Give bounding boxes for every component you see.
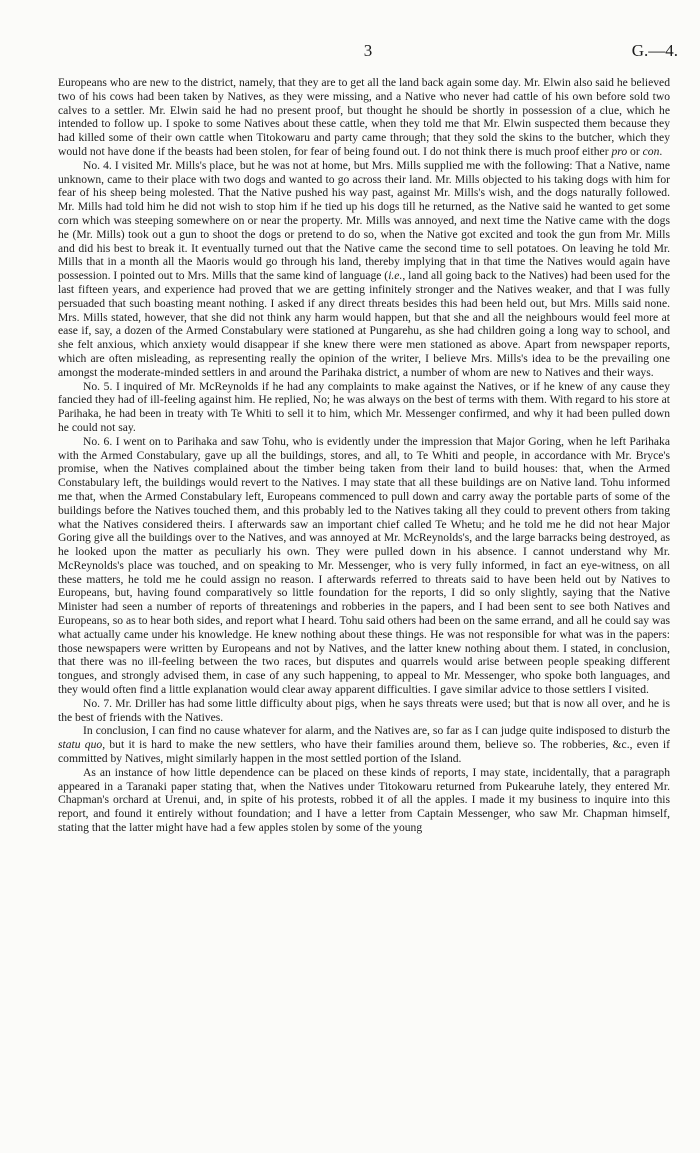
text-run: , but it is hard to make the new settlers, who have their families around them, believe so. The robberies, &c., even if committed by Natives, might similarly happen in the most settled portion of the Island. bbox=[58, 738, 670, 766]
paragraph-no-5 bbox=[58, 380, 670, 435]
text-run: No. 4. I visited Mr. Mills's place, but he was not at home, but Mrs. Mills supplied me with the following: That a Native, name unknown, came to their place with two dogs and wanted to go across their land. Mr. Mills objected to his taking dogs with him for fear of his sheep being molested. That the Native pushed his way past, against Mr. Mills's wish, and the dogs naturally followed. Mr. Mills had told him he did not wish to stop him if he tied up his dogs till he returned, as the Native said he wanted to get some corn which was steeping somewhere on or near the property. Mr. Mills was annoyed, and next time the Native came with the dogs he (Mr. Mills) took out a gun to shoot the dogs or pretend to do so, when the Native got excited and took the gun from Mr. Mills and did his best to break it. It eventually turned out that the Native came the second time to sell potatoes. On leaving he told Mr. Mills that in a month all the Maoris would go through his land, thereby implying that in that time the Natives would again have possession. I pointed out to Mrs. Mills that the same kind of language ( bbox=[58, 158, 670, 283]
paragraph-no-4 bbox=[58, 159, 670, 380]
text-run: No. 5. I inquired of Mr. McReynolds if he had any complaints to make against the Natives, or if he knew of any cause they fancied they had of ill-feeling against him. He replied, No; he was always on the best of terms with them. With regard to his store at Parihaka, he had been in treaty with Te Whiti to sell it to him, which Mr. Messenger confirmed, and why it had been pulled down he could not say. bbox=[58, 379, 670, 434]
italic-con: con bbox=[642, 144, 660, 158]
text-run: or bbox=[627, 144, 643, 158]
text-run: No. 7. Mr. Driller has had some little difficulty about pigs, when he says threats were used; but that is now all over, and he is the best of friends with the Natives. bbox=[58, 696, 670, 724]
italic-statu-quo: statu quo bbox=[58, 738, 103, 752]
italic-pro: pro bbox=[611, 144, 628, 158]
paragraph-instance bbox=[58, 766, 670, 835]
italic-ie: i.e. bbox=[388, 269, 403, 283]
text-run: As an instance of how little dependence can be placed on these kinds of reports, I may state, incidentally, that a paragraph appeared in a Taranaki paper stating that, when the Natives under Titokowaru returned from Pukearuhe lately, they entered Mr. Chapman's orchard at Urenui, and, in spite of his protests, robbed it of all the apples. I made it my business to inquire into this report, and found it entirely without foundation; and I have a letter from Captain Messenger, who saw Mr. Chapman himself, stating that the latter might have had a few apples stolen by some of the young bbox=[58, 765, 670, 835]
body-text bbox=[58, 76, 670, 835]
paragraph-continuation bbox=[58, 76, 670, 159]
text-run: No. 6. I went on to Parihaka and saw Tohu, who is evidently under the impression that Major Goring, when he left Parihaka with the Armed Constabulary, gave up all the buildings, stores, and all, to Te Whiti and people, in accordance with Mr. Bryce's promise, when the Natives complained about the timber being taken from their land to build houses: that, when the Armed Constabulary left, the buildings would revert to the Natives. I may state that all these buildings are on Native land. Tohu informed me that, when the Armed Constabulary left, Europeans commenced to pull down and carry away the portable parts of some of the buildings before the Natives touched them, and this probably led to the Natives taking all they could to prevent others from taking what the Natives considered theirs. I afterwards saw an important chief called Te Whetu; and he told me he did not hear Major Goring give all the buildings over to the Natives, and was annoyed at Mr. McReynolds's, and the large barracks being destroyed, as he looked upon the matter as peculiarly his own. They were pulled down in his absence. I cannot understand why Mr. McReynolds's place was touched, and on speaking to Mr. Messenger, who is very fully informed, in fact an eye-witness, on all these matters, he told me he could assign no reason. I afterwards referred to threats said to have been held out by Natives to Europeans, but, having found comparatively so little foundation for the reports, I did so only slightly, saying that the Native Minister had seen a number of reports of threatenings and robberies in the papers, and I had been sent to see both Natives and Europeans, so as to hear both sides, and report what I heard. Tohu said others had been on the same errand, and all he could say was what actually came under his knowledge. He knew nothing about these things. He was not responsible for what was in the papers: those newspapers were written by Europeans and not by Natives, and the latter knew nothing about them. I stated, in conclusion, that there was no ill-feeling between the two races, but disputes and quarrels would arise between people speaking different tongues, and strongly advised them, in case of any such happening, to appeal to Mr. Messenger, who spoke both languages, and they would often find a little explanation would clear away apparent difficulties. I gave similar advice to those settlers I visited. bbox=[58, 434, 670, 697]
text-run: , land all going back to the Natives) had been used for the last fifteen years, and experience had proved that we are getting infinitely stronger and the Natives weaker, and that I was fully persuaded that such boasting meant nothing. I asked if any direct threats besides this had been held out, but Mrs. Mills said none. Mrs. Mills stated, however, that she did not think any harm would happen, but that she and all the neighbours would feel more at ease if, say, a dozen of the Armed Constabulary were stationed at Pungarehu, as she had children going a long way to school, and she felt anxious, which anxiety would disappear if she knew there were men stationed as above. Apart from newspaper reports, which are often misleading, as representing really the opinion of the writer, I believe Mrs. Mills's idea to be the prevailing one amongst the moderate-minded settlers in and around the Parihaka district, a number of whom are new to Natives and their ways. bbox=[58, 269, 671, 379]
paragraph-no-6 bbox=[58, 435, 670, 697]
text-run: In conclusion, I can find no cause whatever for alarm, and the Natives are, so far as I can judge quite indisposed to disturb the bbox=[83, 724, 670, 738]
paragraph-no-7 bbox=[58, 697, 670, 725]
document-reference: G.—4. bbox=[631, 41, 678, 60]
paragraph-conclusion bbox=[58, 724, 670, 765]
page-number: 3 bbox=[363, 41, 373, 60]
page-header bbox=[58, 40, 678, 62]
text-run: . bbox=[659, 144, 663, 158]
text-run: Europeans who are new to the district, namely, that they are to get all the land back again some day. Mr. Elwin also said he believed two of his cows had been taken by Natives, as they were missing, and a Native who never had cattle of his own before sold two calves to a settler. Mr. Elwin said he had no present proof, but thought he should be shortly in possession of a clue, which he intended to follow up. I spoke to some Natives about these cattle, when they told me that Mr. Elwin suspected them because they had killed some of their own cattle when Titokowaru and party came through; that they sold the skins to the butcher, which they would not have done if the beasts had been stolen, for fear of being found out. I do not think there is much proof either bbox=[58, 76, 670, 158]
